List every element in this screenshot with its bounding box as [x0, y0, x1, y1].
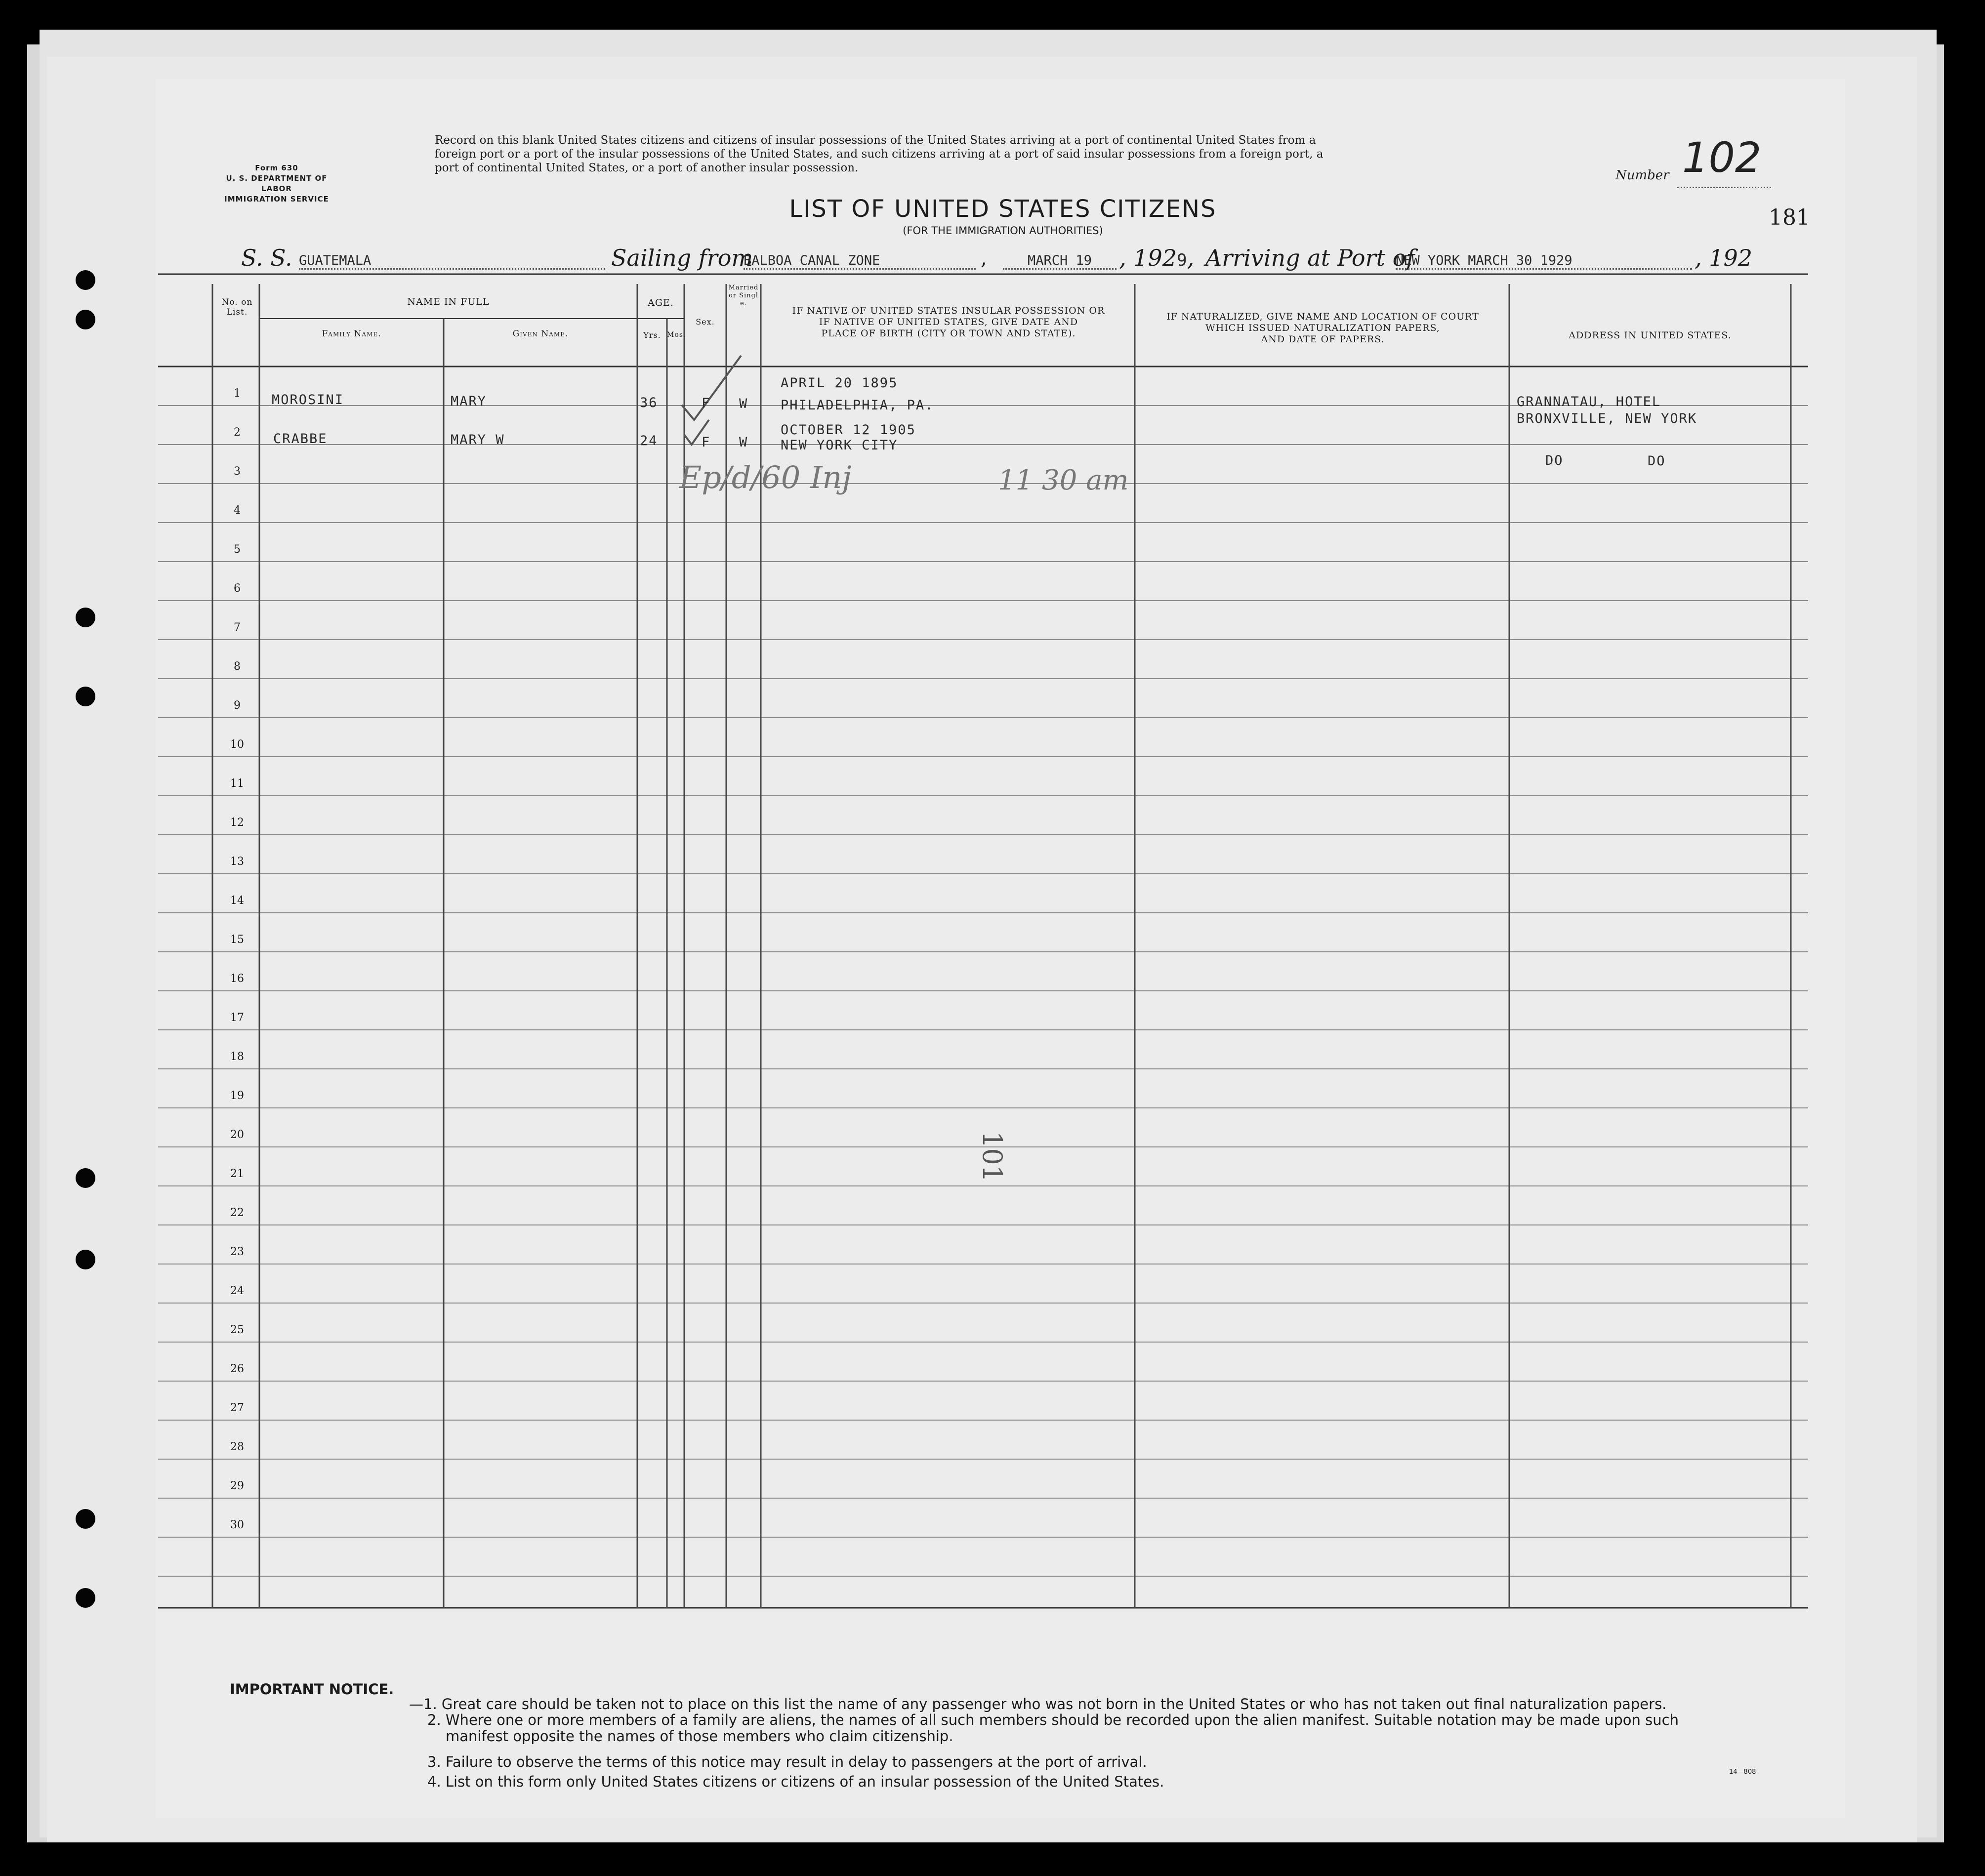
- row-number: 23: [230, 1246, 244, 1258]
- header-sex: Sex.: [696, 317, 715, 326]
- given-name-cell: MARY: [451, 394, 487, 409]
- arriving-label: Arriving at Port of: [1205, 245, 1415, 271]
- row-number: 18: [230, 1051, 244, 1063]
- header-native: [766, 305, 1131, 339]
- sailing-from: BALBOA CANAL ZONE: [744, 253, 976, 270]
- year-blank: 192: [1709, 245, 1753, 271]
- notice-item: —1. Great care should be taken not to place on this list the name of any passenger who was not born in the United States or who has not taken out final naturalization papers.: [409, 1696, 1667, 1713]
- address-ditto: DO: [1648, 453, 1666, 469]
- form-number: Form 630: [255, 163, 298, 172]
- birth-place-cell: PHILADELPHIA, PA.: [781, 398, 934, 413]
- address-ditto: DO: [1545, 453, 1564, 468]
- header-mos: Mos.: [667, 331, 686, 339]
- header-no: No. on List.: [221, 297, 253, 317]
- row-number: 2: [234, 426, 241, 439]
- header-natural-line: IF NATURALIZED, GIVE NAME AND LOCATION OF COURT: [1166, 311, 1479, 322]
- header-natural-line: WHICH ISSUED NATURALIZATION PAPERS,: [1205, 323, 1440, 333]
- year-suffix: 9: [1177, 250, 1187, 270]
- notice-item: 4. List on this form only United States citizens or citizens of an insular possession of the United States.: [427, 1773, 1164, 1790]
- header-family-name: Family Name.: [322, 329, 381, 339]
- row-number: 22: [230, 1207, 244, 1219]
- sex-cell: F: [702, 435, 711, 450]
- given-name-cell: MARY W: [451, 432, 505, 448]
- record-line: Record on this blank United States citizens and citizens of insular possessions of the United States arriving at a port of continental United States from a: [435, 134, 1316, 147]
- row-number: 26: [230, 1363, 244, 1375]
- arriving-port: NEW YORK MARCH 30 1929: [1396, 253, 1692, 270]
- row-number: 8: [234, 660, 241, 673]
- year-prefix: 192: [1133, 245, 1177, 271]
- birth-date-cell: APRIL 20 1895: [781, 375, 898, 391]
- row-number: 16: [230, 973, 244, 985]
- page-title: LIST OF UNITED STATES CITIZENS: [789, 195, 1217, 223]
- notice-code: 14—808: [1729, 1768, 1756, 1776]
- header-age: AGE.: [648, 297, 674, 308]
- ss-label: S. S.: [241, 245, 292, 271]
- row-number: 5: [234, 543, 241, 556]
- age-yrs-cell: 36: [640, 395, 658, 410]
- row-number: 21: [230, 1168, 244, 1180]
- row-number: 19: [230, 1090, 244, 1102]
- header-native-line: PLACE OF BIRTH (CITY OR TOWN AND STATE).: [821, 328, 1076, 339]
- handwritten-time: 11 30 am: [998, 464, 1129, 496]
- family-name-cell: MOROSINI: [272, 392, 344, 408]
- number-label: Number: [1615, 168, 1669, 183]
- row-number: 27: [230, 1402, 244, 1414]
- service-name: IMMIGRATION SERVICE: [224, 195, 329, 204]
- page-subtitle: (FOR THE IMMIGRATION AUTHORITIES): [903, 225, 1103, 237]
- address-cell: BRONXVILLE, NEW YORK: [1517, 411, 1697, 426]
- married-cell: W: [739, 396, 748, 411]
- row-number: 28: [230, 1441, 244, 1453]
- header-given-name: Given Name.: [512, 329, 569, 339]
- birth-date-cell: OCTOBER 12 1905: [781, 422, 916, 438]
- header-naturalized: [1139, 311, 1507, 345]
- row-number: 12: [230, 816, 244, 829]
- ship-name: GUATEMALA: [299, 253, 605, 270]
- notice-label: IMPORTANT NOTICE.: [230, 1681, 394, 1698]
- row-number: 29: [230, 1480, 244, 1492]
- sailing-label: Sailing from: [611, 245, 753, 271]
- row-number: 7: [234, 621, 241, 634]
- comma: ,: [981, 247, 987, 270]
- married-cell: W: [739, 435, 748, 450]
- address-cell: GRANNATAU, HOTEL: [1517, 394, 1661, 409]
- row-number: 24: [230, 1285, 244, 1297]
- age-yrs-cell: 24: [640, 433, 658, 449]
- header-yrs: Yrs.: [643, 330, 661, 340]
- row-number: 3: [234, 465, 241, 478]
- row-number: 20: [230, 1129, 244, 1141]
- sailing-date: MARCH 19: [1003, 253, 1117, 270]
- record-line: foreign port or a port of the insular possessions of the United States, and such citizens arriving at a port of said insular possessions from a foreign port, a: [435, 148, 1323, 161]
- row-number: 10: [230, 738, 244, 751]
- sex-cell: F: [702, 396, 711, 411]
- row-number: 6: [234, 582, 241, 595]
- header-native-line: IF NATIVE OF UNITED STATES INSULAR POSSESSION OR: [792, 305, 1105, 316]
- header-married: Married or Single.: [728, 284, 759, 307]
- notice-item: manifest opposite the names of those members who claim citizenship.: [446, 1728, 953, 1745]
- birth-place-cell: NEW YORK CITY: [781, 438, 898, 453]
- rotated-stamp: 101: [977, 1131, 1008, 1183]
- handwritten-note: Ep/d/60 Inj: [679, 459, 852, 495]
- row-number: 11: [230, 777, 244, 790]
- row-number: 13: [230, 856, 244, 868]
- header-address: ADDRESS IN UNITED STATES.: [1569, 330, 1732, 341]
- row-number: 1: [234, 387, 241, 400]
- row-number: 25: [230, 1324, 244, 1336]
- record-line: port of continental United States, or a port of another insular possession.: [435, 162, 859, 174]
- row-number: 15: [230, 934, 244, 946]
- row-number: 30: [230, 1519, 244, 1531]
- notice-item: 2. Where one or more members of a family are aliens, the names of all such members should be recorded upon the alien manifest. Suitable notation may be made upon such: [427, 1712, 1679, 1728]
- notice-item: 3. Failure to observe the terms of this notice may result in delay to passengers at the port of arrival.: [427, 1754, 1147, 1770]
- header-native-line: IF NATIVE OF UNITED STATES, GIVE DATE AND: [819, 317, 1078, 327]
- department-name: U. S. DEPARTMENT OF LABOR: [226, 174, 328, 193]
- row-number: 17: [230, 1012, 244, 1024]
- header-name-in-full: NAME IN FULL: [407, 296, 490, 307]
- row-number: 14: [230, 895, 244, 907]
- page-stamp: 181: [1769, 205, 1810, 230]
- family-name-cell: CRABBE: [273, 431, 328, 447]
- row-number: 9: [234, 699, 241, 712]
- header-natural-line: AND DATE OF PAPERS.: [1261, 334, 1385, 345]
- row-number: 4: [234, 504, 241, 517]
- number-value: 102: [1682, 133, 1762, 182]
